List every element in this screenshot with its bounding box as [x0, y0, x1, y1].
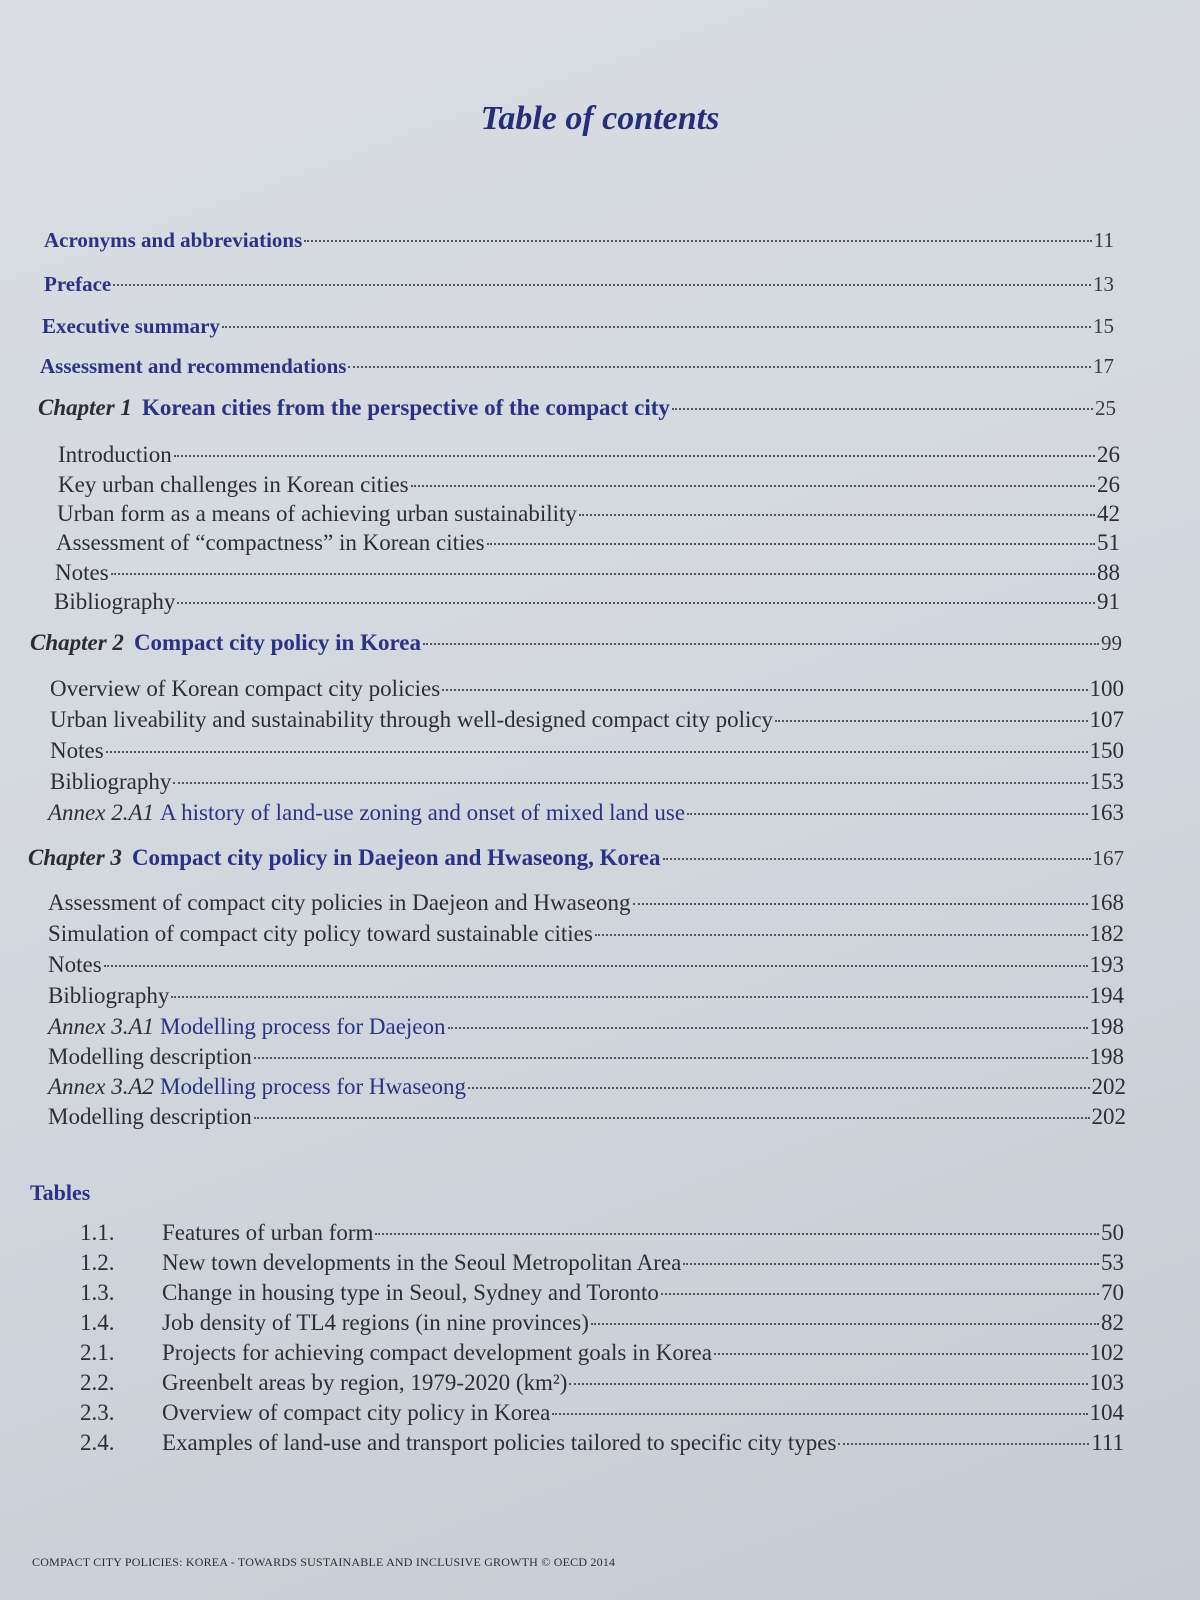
toc-annex-3-a2[interactable] — [48, 1074, 1126, 1100]
table-list-item[interactable] — [80, 1340, 1124, 1366]
toc-page-number: 82 — [1101, 1310, 1124, 1335]
annex-prefix: Annex 2.A1 — [48, 800, 155, 825]
toc-page-number: 168 — [1089, 890, 1124, 915]
table-list-item[interactable] — [80, 1250, 1124, 1276]
dot-leader — [579, 514, 1095, 516]
toc-entry-label: Introduction — [58, 442, 172, 467]
toc-page-number: 153 — [1089, 769, 1124, 794]
dot-leader — [442, 689, 1087, 691]
table-title: Examples of land-use and transport policies tailored to specific city types — [162, 1430, 837, 1455]
toc-page-number: 167 — [1092, 846, 1124, 870]
toc-chapter-title — [38, 395, 670, 421]
toc-entry-label: Urban liveability and sustainability through well-designed compact city policy — [50, 707, 774, 732]
toc-entry[interactable] — [50, 738, 1124, 764]
page-footer: COMPACT CITY POLICIES: KOREA - TOWARDS SUSTAINABLE AND INCLUSIVE GROWTH © OECD 2014 — [32, 1555, 616, 1569]
table-number: 1.1. — [80, 1220, 115, 1245]
table-title: Change in housing type in Seoul, Sydney and Toronto — [162, 1280, 659, 1305]
toc-page-number: 193 — [1089, 952, 1124, 977]
toc-annex-3-a1[interactable] — [48, 1014, 1124, 1040]
table-list-item[interactable] — [80, 1280, 1124, 1306]
toc-chapter-title — [30, 630, 421, 656]
dot-leader — [448, 1027, 1088, 1029]
toc-chapter-2[interactable] — [30, 630, 1122, 656]
dot-leader — [687, 813, 1087, 815]
toc-page-number: 103 — [1089, 1370, 1124, 1395]
toc-entry[interactable] — [48, 921, 1124, 947]
toc-entry[interactable] — [48, 1044, 1124, 1070]
dot-leader — [111, 573, 1095, 575]
toc-page-number: 111 — [1091, 1430, 1124, 1455]
toc-page-number: 150 — [1089, 738, 1124, 763]
toc-entry-label: Modelling description — [48, 1044, 252, 1069]
dot-leader — [487, 543, 1095, 545]
toc-page-number: 102 — [1089, 1340, 1124, 1365]
table-list-item[interactable] — [80, 1370, 1124, 1396]
annex-title-text: Modelling process for Daejeon — [160, 1014, 446, 1039]
toc-entry[interactable] — [48, 983, 1124, 1009]
chapter-prefix: Chapter 2 — [30, 630, 124, 655]
dot-leader — [672, 408, 1093, 410]
toc-section-label: Assessment and recommendations — [40, 354, 347, 378]
toc-entry[interactable] — [48, 1104, 1126, 1130]
toc-entry[interactable] — [54, 589, 1120, 615]
toc-entry-label: Bibliography — [48, 983, 170, 1008]
chapter-prefix: Chapter 3 — [28, 845, 122, 870]
dot-leader — [174, 455, 1095, 457]
table-list-item[interactable] — [80, 1220, 1124, 1246]
dot-leader — [595, 934, 1088, 936]
chapter-title-text: Compact city policy in Korea — [133, 630, 421, 655]
toc-page-number: 198 — [1089, 1014, 1124, 1039]
dot-leader — [348, 366, 1091, 368]
page-title: Table of contents — [480, 100, 720, 137]
toc-entry-label: Notes — [48, 952, 102, 977]
toc-section-acronyms[interactable] — [44, 228, 1114, 253]
toc-page-number: 42 — [1097, 501, 1120, 526]
dot-leader — [838, 1443, 1089, 1445]
toc-page-number: 163 — [1089, 800, 1124, 825]
toc-page-number: 107 — [1089, 707, 1124, 732]
toc-entry-label: Key urban challenges in Korean cities — [58, 472, 409, 497]
toc-annex-label — [48, 1074, 466, 1100]
dot-leader — [633, 903, 1088, 905]
chapter-title-text: Compact city policy in Daejeon and Hwaseong, Korea — [131, 845, 661, 870]
toc-page-number: 202 — [1091, 1104, 1126, 1129]
toc-page-number: 70 — [1101, 1280, 1124, 1305]
dot-leader — [423, 643, 1099, 645]
toc-annex-label — [48, 1014, 446, 1040]
dot-leader — [375, 1233, 1099, 1235]
toc-entry[interactable] — [58, 472, 1120, 498]
dot-leader — [683, 1263, 1099, 1265]
dot-leader — [569, 1383, 1087, 1385]
toc-entry[interactable] — [56, 530, 1120, 556]
toc-annex-2-a1[interactable] — [48, 800, 1124, 826]
toc-entry-label: Simulation of compact city policy toward sustainable cities — [48, 921, 593, 946]
table-number: 2.4. — [80, 1430, 115, 1455]
toc-page-number: 99 — [1101, 631, 1122, 655]
toc-page-number: 26 — [1097, 472, 1120, 497]
dot-leader — [173, 782, 1087, 784]
dot-leader — [714, 1353, 1088, 1355]
dot-leader — [222, 326, 1091, 328]
toc-entry[interactable] — [57, 501, 1120, 527]
toc-entry-label: Notes — [55, 560, 109, 585]
toc-section-label: Executive summary — [42, 314, 220, 338]
toc-page-number: 182 — [1089, 921, 1124, 946]
annex-title-text: A history of land-use zoning and onset of mixed land use — [160, 800, 686, 825]
toc-page-number: 100 — [1089, 676, 1124, 701]
tables-heading: Tables — [30, 1180, 91, 1205]
toc-entry[interactable] — [50, 707, 1124, 733]
toc-entry-label: Bibliography — [50, 769, 172, 794]
toc-page-number: 11 — [1093, 228, 1114, 252]
toc-page-number: 202 — [1091, 1074, 1126, 1099]
table-title: Projects for achieving compact development goals in Korea — [162, 1340, 712, 1365]
toc-section-preface[interactable] — [44, 272, 1114, 297]
dot-leader — [663, 858, 1091, 860]
annex-prefix: Annex 3.A2 — [48, 1074, 155, 1099]
dot-leader — [104, 965, 1088, 967]
table-title: Overview of compact city policy in Korea — [162, 1400, 551, 1425]
dot-leader — [106, 751, 1088, 753]
toc-page-number: 13 — [1093, 272, 1114, 296]
dot-leader — [552, 1413, 1087, 1415]
toc-entry[interactable] — [55, 560, 1120, 586]
table-title: Greenbelt areas by region, 1979-2020 (km²) — [162, 1370, 568, 1395]
toc-page-number: 194 — [1089, 983, 1124, 1008]
table-number: 2.3. — [80, 1400, 115, 1425]
dot-leader — [468, 1087, 1090, 1089]
toc-page-number: 15 — [1093, 314, 1114, 338]
toc-entry[interactable] — [58, 442, 1120, 468]
table-number: 2.2. — [80, 1370, 115, 1395]
toc-entry-label: Assessment of “compactness” in Korean cities — [56, 530, 485, 555]
toc-page-number: 104 — [1089, 1400, 1124, 1425]
toc-entry-label: Bibliography — [54, 589, 176, 614]
dot-leader — [177, 602, 1095, 604]
table-list-item[interactable] — [80, 1400, 1124, 1426]
table-list-item[interactable] — [80, 1430, 1124, 1456]
toc-chapter-title — [28, 845, 661, 871]
toc-entry[interactable] — [50, 676, 1124, 702]
chapter-prefix: Chapter 1 — [38, 395, 132, 420]
toc-section-executive-summary[interactable] — [42, 314, 1114, 339]
toc-page-number: 25 — [1095, 396, 1116, 420]
dot-leader — [304, 240, 1092, 242]
toc-section-label: Preface — [44, 272, 112, 296]
toc-page-number: 17 — [1093, 354, 1114, 378]
dot-leader — [775, 720, 1087, 722]
dot-leader — [254, 1117, 1090, 1119]
annex-title-text: Modelling process for Hwaseong — [160, 1074, 466, 1099]
toc-page-number: 91 — [1097, 589, 1120, 614]
toc-chapter-1[interactable] — [38, 395, 1116, 421]
toc-entry-label: Modelling description — [48, 1104, 252, 1129]
toc-annex-label — [48, 800, 685, 826]
dot-leader — [411, 485, 1095, 487]
chapter-title-text: Korean cities from the perspective of the compact city — [141, 395, 670, 420]
toc-entry-label: Notes — [50, 738, 104, 763]
toc-entry[interactable] — [48, 952, 1124, 978]
table-title: Job density of TL4 regions (in nine provinces) — [162, 1310, 589, 1335]
toc-section-label: Acronyms and abbreviations — [44, 228, 303, 252]
annex-prefix: Annex 3.A1 — [48, 1014, 155, 1039]
toc-chapter-3[interactable] — [28, 845, 1124, 871]
toc-page-number: 51 — [1097, 530, 1120, 555]
toc-page-number: 53 — [1101, 1250, 1124, 1275]
table-number: 1.4. — [80, 1310, 115, 1335]
toc-entry-label: Assessment of compact city policies in Daejeon and Hwaseong — [48, 890, 631, 915]
dot-leader — [171, 996, 1087, 998]
table-number: 2.1. — [80, 1340, 115, 1365]
dot-leader — [661, 1293, 1099, 1295]
toc-entry-label: Overview of Korean compact city policies — [50, 676, 441, 701]
toc-section-assessment[interactable] — [40, 354, 1114, 379]
table-number: 1.3. — [80, 1280, 115, 1305]
toc-page-number: 88 — [1097, 560, 1120, 585]
toc-entry[interactable] — [50, 769, 1124, 795]
dot-leader — [113, 284, 1091, 286]
dot-leader — [591, 1323, 1099, 1325]
toc-entry[interactable] — [48, 890, 1124, 916]
dot-leader — [254, 1057, 1088, 1059]
toc-page-number: 198 — [1089, 1044, 1124, 1069]
toc-page-number: 26 — [1097, 442, 1120, 467]
table-title: New town developments in the Seoul Metropolitan Area — [162, 1250, 682, 1275]
table-list-item[interactable] — [80, 1310, 1124, 1336]
toc-page-number: 50 — [1101, 1220, 1124, 1245]
table-title: Features of urban form — [162, 1220, 374, 1245]
toc-entry-label: Urban form as a means of achieving urban sustainability — [57, 501, 577, 526]
table-number: 1.2. — [80, 1250, 115, 1275]
